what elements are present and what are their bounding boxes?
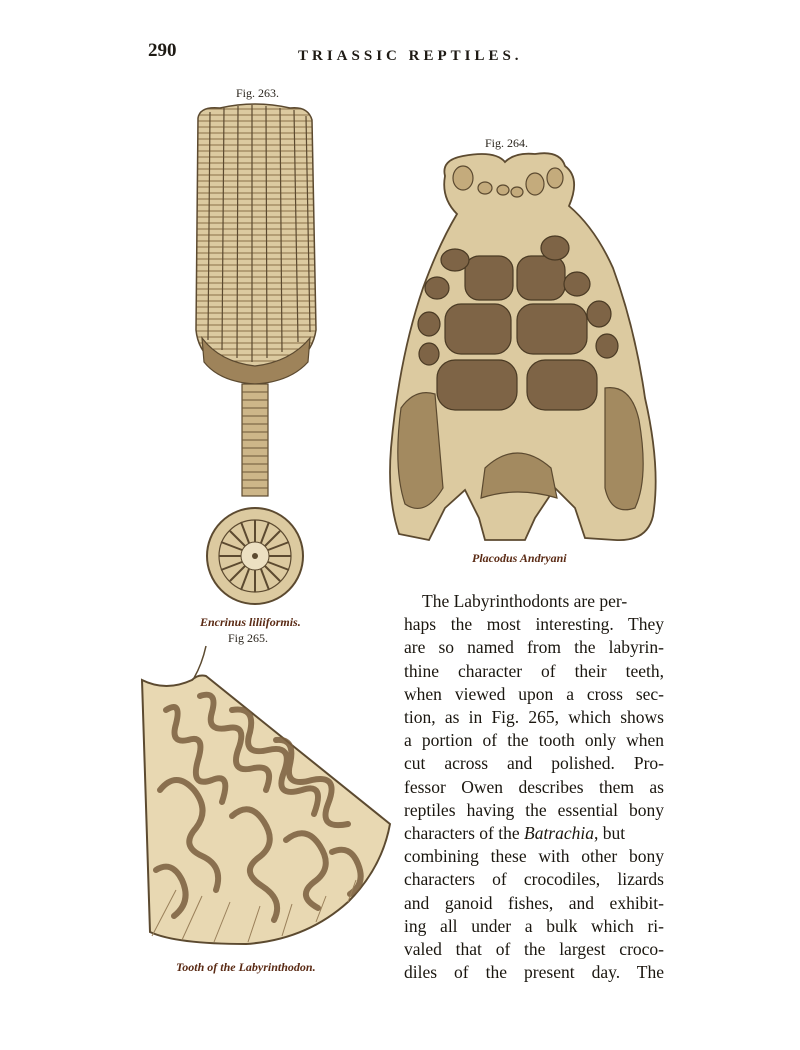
italic-term: Batrachia: [524, 823, 594, 844]
body-line: tion, as in Fig. 265, which shows: [404, 707, 664, 728]
figure-264-label: Fig. 264.: [485, 136, 529, 150]
figure-265-label: Fig 265.: [228, 631, 269, 645]
body-line: and ganoid fishes, and exhibit-: [404, 892, 664, 913]
placodus-skull-illustration: [385, 148, 675, 548]
figure-263-caption: Encrinus liliiformis.: [200, 615, 301, 629]
labyrinthodon-tooth-illustration: [136, 640, 396, 956]
body-line: combining these with other bony: [404, 846, 664, 867]
body-line: diles of the present day. The: [404, 962, 664, 983]
body-line: characters of crocodiles, lizards: [404, 869, 664, 890]
running-head: TRIASSIC REPTILES.: [298, 48, 523, 64]
body-line: reptiles having the essential bony: [404, 799, 664, 820]
body-line: a portion of the tooth only when: [404, 730, 664, 751]
body-text-fragment: characters of the: [404, 823, 520, 844]
body-line: cut across and polished. Pro-: [404, 753, 664, 774]
body-line: fessor Owen describes them as: [404, 776, 664, 797]
body-line: ing all under a bulk which ri-: [404, 915, 664, 936]
figure-263-label: Fig. 263.: [236, 86, 280, 100]
figure-264-caption: Placodus Andryani: [472, 551, 567, 565]
body-line: when viewed upon a cross sec-: [404, 683, 664, 704]
encrinus-illustration: [180, 100, 330, 610]
body-paragraph: [404, 590, 664, 984]
body-line: are so named from the labyrin-: [404, 637, 664, 658]
body-line: valed that of the largest croco-: [404, 939, 664, 960]
body-line: thine character of their teeth,: [404, 660, 664, 681]
figure-265-caption: Tooth of the Labyrinthodon.: [176, 960, 316, 974]
page-number: 290: [148, 40, 177, 61]
body-line: The Labyrinthodonts are per-: [422, 591, 628, 611]
body-line: haps the most interesting. They: [404, 614, 664, 635]
body-text-fragment: , but: [594, 823, 626, 844]
body-line-batrachia: [404, 822, 664, 845]
